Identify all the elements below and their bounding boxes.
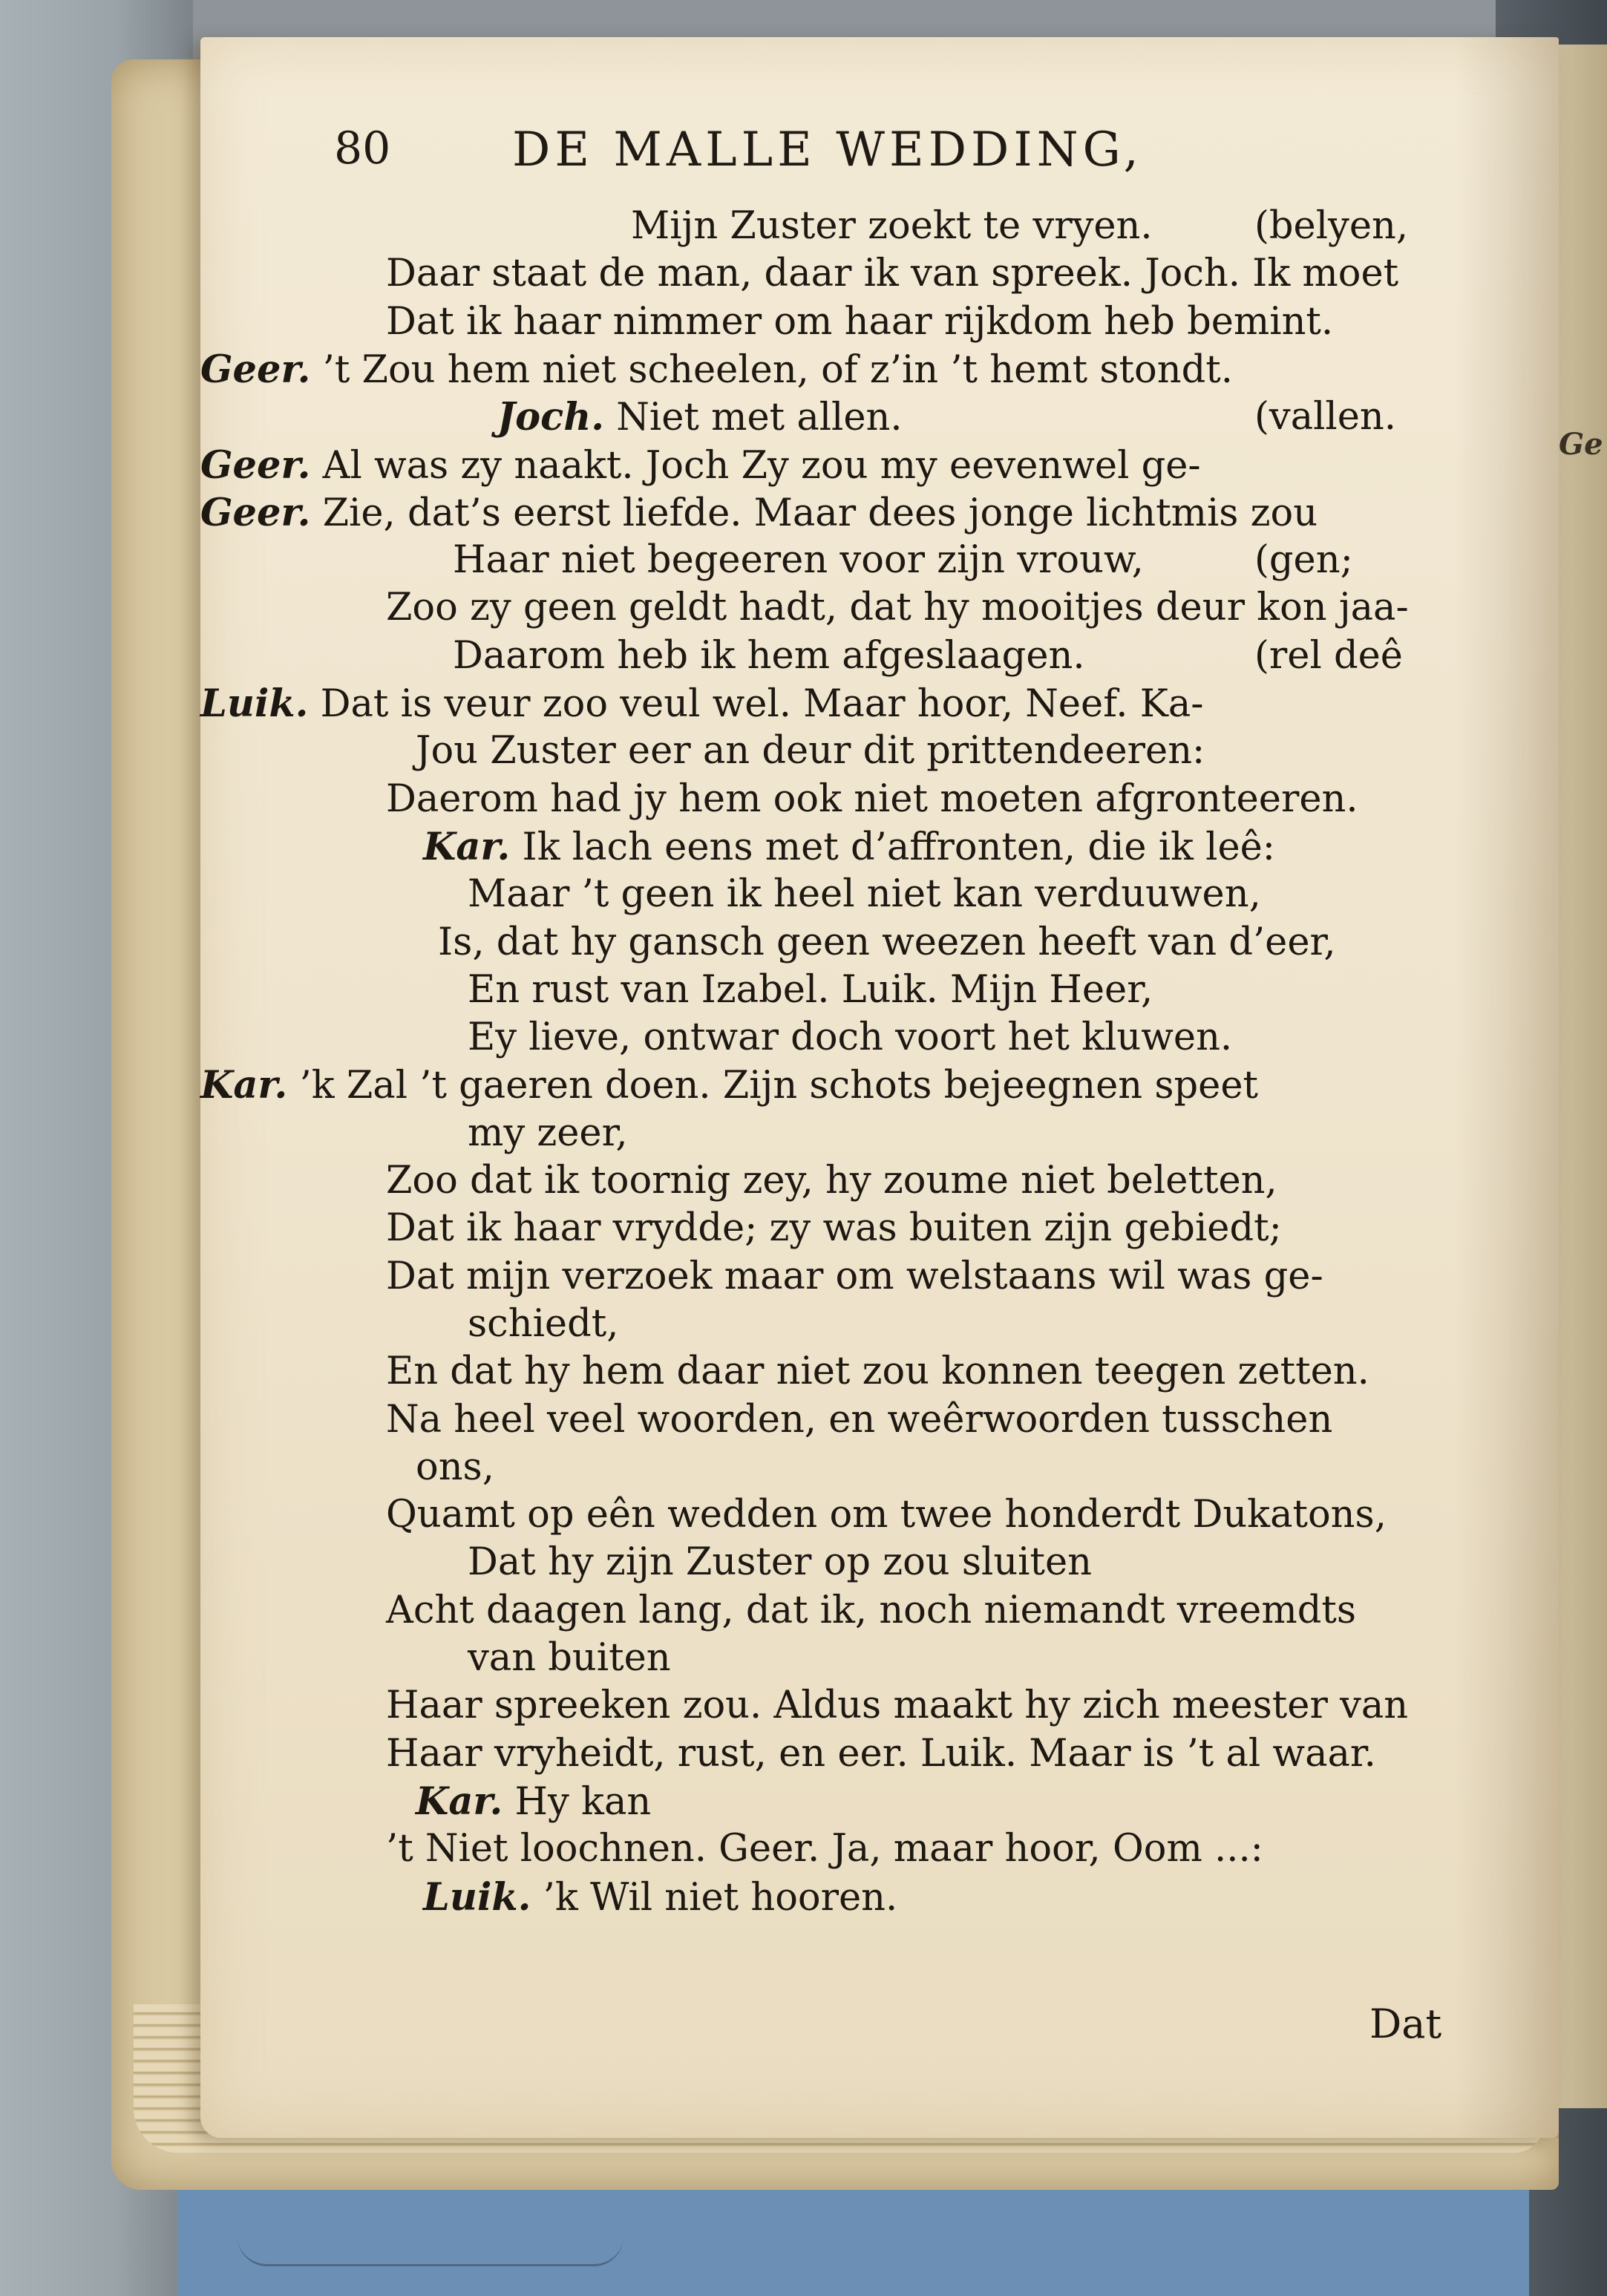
verse-text xyxy=(200,37,1559,2138)
line-text: Acht daagen lang, dat ik, noch niemandt vreemdts xyxy=(386,1588,1357,1632)
verse-line xyxy=(200,347,1233,393)
rhyme-carryover: (rel deê xyxy=(1254,633,1403,678)
verse-line xyxy=(386,777,1358,822)
line-text: van buiten xyxy=(468,1636,671,1680)
verse-line xyxy=(386,586,1409,630)
line-text: ’k Zal ’t gaeren doen. Zijn schots bejeegnen speet xyxy=(299,1064,1259,1108)
line-text: En dat hy hem daar niet zou konnen teegen zetten. xyxy=(386,1350,1369,1394)
verse-line xyxy=(386,252,1398,296)
line-text: Is, dat hy gansch geen weezen heeft van d’eer, xyxy=(438,920,1336,964)
speaker-name: Geer. xyxy=(200,442,311,488)
line-text: Quamt op eên wedden om twee honderdt Dukatons, xyxy=(386,1493,1387,1537)
catchword: Dat xyxy=(1369,2001,1442,2047)
speaker-name: Kar. xyxy=(416,1779,503,1824)
line-text: ’t Zou hem niet scheelen, of z’in ’t hemt stondt. xyxy=(322,347,1233,392)
speaker-name: Geer. xyxy=(200,490,311,535)
line-text: Haar spreeken zou. Aldus maakt hy zich meester van xyxy=(386,1684,1409,1728)
verse-line xyxy=(468,1015,1232,1060)
verse-line xyxy=(423,1875,897,1920)
verse-line xyxy=(468,872,1261,917)
line-text: ons, xyxy=(416,1445,494,1489)
verse-line xyxy=(200,1063,1258,1108)
line-text: Dat ik haar nimmer om haar rijkdom heb bemint. xyxy=(386,299,1334,344)
line-text: schiedt, xyxy=(468,1301,619,1346)
line-text: Dat mijn verzoek maar om welstaans wil was ge- xyxy=(386,1254,1323,1298)
line-text: Dat is veur zoo veul wel. Maar hoor, Neef. Ka- xyxy=(320,682,1204,726)
verse-line xyxy=(386,1684,1408,1728)
line-text: Al was zy naakt. Joch Zy zou my eevenwel ge- xyxy=(322,443,1201,488)
line-text: Daarom heb ik hem afgeslaagen. xyxy=(453,633,1085,678)
verse-line xyxy=(468,1302,618,1347)
verse-line xyxy=(631,204,1153,249)
line-text: Maar ’t geen ik heel niet kan verduuwen, xyxy=(468,872,1261,917)
line-text: Daerom had jy hem ook niet moeten afgronteeren. xyxy=(386,776,1358,821)
verse-line xyxy=(200,681,1203,727)
verse-line xyxy=(386,1398,1332,1442)
line-text: Ey lieve, ontwar doch voort het kluwen. xyxy=(468,1015,1233,1060)
verse-line xyxy=(386,1589,1356,1633)
speaker-name: Joch. xyxy=(497,395,605,440)
verse-line xyxy=(386,1206,1282,1251)
line-text: Zoo zy geen geldt hadt, dat hy mooitjes deur kon jaa- xyxy=(386,586,1409,630)
verse-line xyxy=(386,300,1333,344)
line-text: Niet met allen. xyxy=(616,396,903,440)
verse-line xyxy=(468,1636,671,1681)
line-text: ’t Niet loochnen. Geer. Ja, maar hoor, Oom ...: xyxy=(386,1827,1263,1871)
line-text: ’k Wil niet hooren. xyxy=(543,1875,898,1920)
verse-line xyxy=(468,968,1153,1013)
verse-line xyxy=(200,443,1201,488)
rhyme-carryover: (vallen. xyxy=(1254,395,1396,439)
line-text: Daar staat de man, daar ik van spreek. Joch. Ik moet xyxy=(386,252,1399,296)
verse-line xyxy=(416,1445,494,1490)
verse-line xyxy=(386,1159,1277,1203)
verse-line xyxy=(423,825,1275,870)
verse-line xyxy=(438,920,1336,965)
line-text: Zie, dat’s eerst liefde. Maar dees jonge lichtmis zou xyxy=(322,491,1318,535)
line-text: Zoo dat ik toornig zey, hy zoume niet beletten, xyxy=(386,1159,1277,1203)
verse-line xyxy=(386,1732,1376,1776)
speaker-name: Kar. xyxy=(200,1063,288,1108)
line-text: Dat ik haar vrydde; zy was buiten zijn gebiedt; xyxy=(386,1206,1282,1251)
verse-line xyxy=(468,1540,1092,1585)
verse-line xyxy=(416,729,1205,773)
speaker-name: Kar. xyxy=(423,824,511,869)
page-number: 80 xyxy=(334,122,391,174)
opposite-page-fragment: Ge xyxy=(1559,427,1603,462)
speaker-name: Geer. xyxy=(200,347,311,392)
rhyme-carryover: (belyen, xyxy=(1254,204,1409,248)
verse-line xyxy=(386,1493,1387,1537)
book-page xyxy=(200,37,1559,2138)
line-text: Ik lach eens met d’affronten, die ik leê: xyxy=(522,825,1275,869)
line-text: Na heel veel woorden, en weêrwoorden tusschen xyxy=(386,1397,1333,1442)
verse-line xyxy=(386,1827,1263,1871)
line-text: Jou Zuster eer an deur dit prittendeeren: xyxy=(416,729,1205,773)
running-title: DE MALLE WEDDING, xyxy=(512,122,1143,177)
verse-line xyxy=(386,1350,1369,1394)
line-text: Mijn Zuster zoekt te vryen. xyxy=(631,204,1153,248)
line-text: my zeer, xyxy=(468,1111,628,1155)
line-text: Haar niet begeeren voor zijn vrouw, xyxy=(453,538,1144,583)
line-text: En rust van Izabel. Luik. Mijn Heer, xyxy=(468,967,1153,1012)
verse-line xyxy=(386,1255,1323,1299)
verse-line xyxy=(468,1111,628,1156)
verse-line xyxy=(453,538,1144,583)
speaker-name: Luik. xyxy=(423,1874,531,1920)
verse-line xyxy=(200,491,1318,536)
line-text: Dat hy zijn Zuster op zou sluiten xyxy=(468,1540,1093,1585)
verse-line xyxy=(453,634,1085,678)
verse-line xyxy=(416,1779,651,1825)
line-text: Haar vryheidt, rust, en eer. Luik. Maar is ’t al waar. xyxy=(386,1731,1376,1776)
cover-handwriting xyxy=(238,2234,624,2266)
rhyme-carryover: (gen; xyxy=(1254,538,1353,583)
speaker-name: Luik. xyxy=(200,681,309,726)
verse-line xyxy=(497,395,903,440)
line-text: Hy kan xyxy=(514,1779,652,1824)
